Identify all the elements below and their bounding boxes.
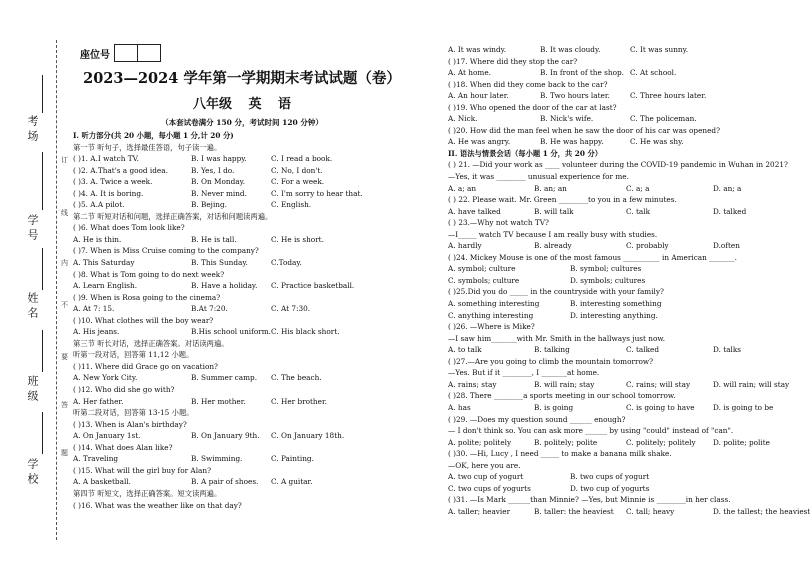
answer-option: D. talks xyxy=(713,345,742,355)
answer-option: C. talked xyxy=(626,345,659,355)
line-text: ( )4. A. It is boring. xyxy=(73,188,144,198)
section-heading xyxy=(448,148,788,160)
question-line xyxy=(448,217,788,229)
answer-option: B. will talk xyxy=(534,206,574,216)
line-text: —Yes, it was ________ unusual experience for me. xyxy=(448,172,629,182)
seat-number xyxy=(80,44,161,62)
answer-option: D. will rain; will stay xyxy=(713,379,790,389)
binding-dashed-line xyxy=(56,40,57,540)
seat-number-box[interactable] xyxy=(114,44,138,62)
answer-option: D. is going to be xyxy=(713,402,774,412)
answer-option: C. is going to have xyxy=(626,402,695,412)
answer-options-row xyxy=(448,402,788,414)
answer-options-row xyxy=(73,165,443,177)
answer-option: B. an; an xyxy=(534,183,567,193)
answer-option: C. A guitar. xyxy=(271,477,313,487)
answer-option: C.Today. xyxy=(271,258,302,268)
answer-option: C. a; a xyxy=(626,183,650,193)
answer-option: B. On January 9th. xyxy=(191,431,260,441)
line-text: I. 听力部分(共 20 小题，每小题 1 分,计 20 分) xyxy=(73,131,234,140)
answer-options-row xyxy=(448,240,788,252)
answer-option: D. talked xyxy=(713,206,747,216)
question-line xyxy=(448,448,788,460)
line-text: A. two cup of yogurt xyxy=(448,472,524,482)
line-text: 第三节 听长对话，选择正确答案。对话读两遍。 xyxy=(73,338,229,348)
line-text: ( ) 22. Please wait. Mr. Green ________to you in a few minutes. xyxy=(448,195,677,205)
line-text: ( )25.Did you do _____ in the countryside with your family? xyxy=(448,287,664,297)
line-text: 听第一段对话，回答第 11,12 小题。 xyxy=(73,350,194,360)
exam-title: 2023—2024 学年第一学期期末考试试题（卷） xyxy=(83,70,401,87)
line-text: C. anything interesting xyxy=(448,310,534,320)
answer-options-row xyxy=(448,298,788,310)
line-text: ( ) 21. —Did your work as ____ volunteer during the COVID-19 pandemic in Wuhan in 2021? xyxy=(448,160,788,170)
line-text: C. two cups of yogurts xyxy=(448,483,531,493)
line-text: A. On January 1st. xyxy=(73,431,141,441)
binding-char: 答 xyxy=(61,401,68,409)
answer-options-row xyxy=(448,136,788,148)
answer-option: B. He was happy. xyxy=(540,137,604,147)
line-text: C. symbols; culture xyxy=(448,275,520,285)
section-heading xyxy=(73,130,443,142)
binding-label-exam-room: 考场 xyxy=(26,115,39,145)
answer-option: B. two cups of yogurt xyxy=(570,472,650,482)
question-line xyxy=(73,465,443,477)
line-text: II. 语法与情景会话（每小题 1 分，共 20 分） xyxy=(448,148,603,158)
binding-char: 内 xyxy=(61,259,68,267)
answer-options-row xyxy=(73,453,443,465)
line-text: ( )8. What is Tom going to do next week? xyxy=(73,269,225,279)
line-text: ( )20. How did the man feel when he saw the door of his car was opened? xyxy=(448,125,721,135)
line-text: ( )15. What will the girl buy for Alan? xyxy=(73,465,211,475)
answer-option: C. At school. xyxy=(630,68,677,78)
line-text: ( )13. When is Alan's birthday? xyxy=(73,419,187,429)
question-line xyxy=(448,414,788,426)
binding-margin xyxy=(0,0,70,561)
question-line xyxy=(73,407,443,419)
question-line xyxy=(73,488,443,500)
answer-option: C. probably xyxy=(626,241,669,251)
line-text: A. a; an xyxy=(448,183,477,193)
line-text: 第二节 听短对话和问题，选择正确答案，对话和问题读两遍。 xyxy=(73,211,273,221)
answer-options-row xyxy=(73,430,443,442)
line-text: A. A basketball. xyxy=(73,477,131,487)
answer-option: C. At 7:30. xyxy=(271,304,311,314)
line-text: —I_____ watch TV because I am really busy with studies. xyxy=(448,229,658,239)
line-text: ( )10. What clothes will the boy wear? xyxy=(73,315,214,325)
line-text: ( )14. What does Alan like? xyxy=(73,442,173,452)
answer-option: B. already xyxy=(534,241,572,251)
line-text: A. Her father. xyxy=(73,396,124,406)
answer-option: B. Summer camp. xyxy=(191,373,258,383)
line-text: ( )1. A.I watch TV. xyxy=(73,154,139,164)
exam-subject: 八年级 英 语 xyxy=(192,97,292,112)
question-line xyxy=(73,211,443,223)
answer-option: C. talk xyxy=(626,206,650,216)
answer-option: B. Never mind. xyxy=(191,188,247,198)
question-line xyxy=(448,159,788,171)
question-line xyxy=(448,425,788,437)
line-text: A. has xyxy=(448,402,471,412)
answer-option: C. For a week. xyxy=(271,177,325,187)
answer-option: D. an; a xyxy=(713,183,742,193)
line-text: A. This Saturday xyxy=(73,258,135,268)
binding-line xyxy=(42,248,43,290)
answer-option: B. will rain; stay xyxy=(534,379,595,389)
line-text: A. symbol; culture xyxy=(448,264,516,274)
answer-option: B. talking xyxy=(534,345,570,355)
question-line xyxy=(448,125,788,137)
question-line xyxy=(73,315,443,327)
answer-option: B. A pair of shoes. xyxy=(191,477,259,487)
binding-label-school: 学校 xyxy=(26,458,39,488)
question-line xyxy=(448,460,788,472)
answer-option: D.often xyxy=(713,241,740,251)
question-line xyxy=(448,171,788,183)
answer-option: B. interesting something xyxy=(570,299,662,309)
answer-option: C. He was shy. xyxy=(630,137,684,147)
answer-option: D. symbols; cultures xyxy=(570,275,646,285)
binding-line xyxy=(42,412,43,454)
question-line xyxy=(448,367,788,379)
answer-option: C. No, I don't. xyxy=(271,165,323,175)
answer-options-row xyxy=(448,437,788,449)
line-text: ( )28. There ________a sports meeting in our school tomorrow. xyxy=(448,391,676,401)
answer-option: B. This Sunday. xyxy=(191,258,248,268)
answer-option: B. Swimming. xyxy=(191,454,243,464)
answer-option: C. rains; will stay xyxy=(626,379,691,389)
answer-options-row xyxy=(73,257,443,269)
answer-option: B. Nick's wife. xyxy=(540,114,594,124)
binding-char: 不 xyxy=(61,301,68,309)
question-line xyxy=(448,333,788,345)
line-text: A. At 7: 15. xyxy=(73,304,115,314)
question-line xyxy=(448,494,788,506)
answer-options-row xyxy=(73,234,443,246)
answer-option: B. It was cloudy. xyxy=(540,45,601,54)
answer-option: C. I'm sorry to hear that. xyxy=(271,188,363,198)
binding-line xyxy=(42,330,43,372)
answer-option: C. Painting. xyxy=(271,454,314,464)
line-text: A. polite; politely xyxy=(448,437,512,447)
answer-options-row xyxy=(73,188,443,200)
answer-option: C. Three hours later. xyxy=(630,91,707,101)
answer-option: B. Her mother. xyxy=(191,396,246,406)
answer-options-row xyxy=(73,303,443,315)
answer-option: C. politely; politely xyxy=(626,437,696,447)
line-text: A. His jeans. xyxy=(73,327,120,337)
line-text: ( )16. What was the weather like on that day? xyxy=(73,500,242,510)
answer-options-row xyxy=(73,372,443,384)
answer-options-row xyxy=(448,90,788,102)
line-text: A. have talked xyxy=(448,206,501,216)
question-line xyxy=(73,384,443,396)
answer-options-row xyxy=(448,67,788,79)
answer-options-row xyxy=(448,44,788,56)
answer-option: D. interesting anything. xyxy=(570,310,658,320)
question-line xyxy=(73,245,443,257)
line-text: ( )2. A.That's a good idea. xyxy=(73,165,168,175)
binding-label-name: 姓名 xyxy=(26,292,39,322)
binding-label-student-id: 学号 xyxy=(26,214,39,244)
answer-options-row xyxy=(448,275,788,287)
line-text: ( )29. —Does my question sound ______ enough? xyxy=(448,414,626,424)
answer-options-row xyxy=(448,206,788,218)
answer-option: B. taller: the heaviest xyxy=(534,506,614,516)
answer-option: C. It was sunny. xyxy=(630,45,689,54)
answer-option: C. He is short. xyxy=(271,234,324,244)
line-text: A. something interesting xyxy=(448,299,540,309)
answer-option: B. Yes, I do. xyxy=(191,165,235,175)
answer-option: B. Have a holiday. xyxy=(191,281,258,291)
question-line xyxy=(448,286,788,298)
answer-options-row xyxy=(448,506,810,518)
answer-option: C. tall; heavy xyxy=(626,506,675,516)
question-line xyxy=(448,194,788,206)
question-line xyxy=(73,292,443,304)
line-text: A. He was angry. xyxy=(448,137,511,147)
question-line xyxy=(448,79,788,91)
answer-option: B. I was happy. xyxy=(191,154,247,164)
answer-option: B. politely; polite xyxy=(534,437,598,447)
answer-options-row xyxy=(448,183,788,195)
answer-option: C. The beach. xyxy=(271,373,322,383)
question-line xyxy=(448,102,788,114)
line-text: A. Learn English. xyxy=(73,281,138,291)
line-text: ( )9. When is Rosa going to the cinema? xyxy=(73,292,221,302)
answer-options-row xyxy=(448,379,788,391)
answer-option: B. He is tall. xyxy=(191,234,237,244)
binding-line xyxy=(42,75,43,113)
answer-option: C. I read a book. xyxy=(271,154,333,164)
line-text: A. An hour later. xyxy=(448,91,509,101)
line-text: 第一节 听句子，选择最佳答语，句子读一遍。 xyxy=(73,142,222,152)
answer-options-row xyxy=(448,344,788,356)
line-text: 听第二段对话，回答第 13-15 小题。 xyxy=(73,408,194,418)
answer-options-row xyxy=(73,326,443,338)
line-text: 第四节 听短文，选择正确答案。短文读两遍。 xyxy=(73,488,222,498)
line-text: ( )19. Who opened the door of the car at last? xyxy=(448,102,617,112)
answer-option: C. English. xyxy=(271,200,312,210)
line-text: A. New York City. xyxy=(73,373,138,383)
line-text: —OK, here you are. xyxy=(448,460,521,470)
answer-option: B.His school uniform. xyxy=(191,327,271,337)
left-column xyxy=(73,130,443,511)
answer-options-row xyxy=(73,176,443,188)
question-line xyxy=(73,442,443,454)
answer-options-row xyxy=(73,153,443,165)
binding-char: 题 xyxy=(61,449,68,457)
exam-note: （本套试卷满分 150 分，考试时间 120 分钟） xyxy=(161,118,323,127)
binding-char: 订 xyxy=(61,156,68,164)
line-text: ( )11. Where did Grace go on vacation? xyxy=(73,361,218,371)
line-text: A. Traveling xyxy=(73,454,119,464)
answer-options-row xyxy=(73,476,443,488)
line-text: A. He is thin. xyxy=(73,234,122,244)
answer-option: B.At 7:20. xyxy=(191,304,228,314)
answer-option: C. His black short. xyxy=(271,327,340,337)
answer-option: C. On January 18th. xyxy=(271,431,345,441)
answer-option: C. Practice basketball. xyxy=(271,281,355,291)
line-text: ( )31. —Is Mark ______than Minnie? —Yes, but Minnie is ________in her class. xyxy=(448,495,731,505)
line-text: ( )7. When is Miss Cruise coming to the company? xyxy=(73,246,259,256)
line-text: ( )6. What does Tom look like? xyxy=(73,223,185,233)
line-text: A. At home. xyxy=(448,68,491,78)
answer-option: B. Bejing. xyxy=(191,200,227,210)
question-line xyxy=(448,252,788,264)
answer-options-row xyxy=(448,483,788,495)
line-text: ( )17. Where did they stop the car? xyxy=(448,56,578,66)
answer-options-row xyxy=(73,396,443,408)
answer-options-row xyxy=(448,263,788,275)
line-text: ( )3. A. Twice a week. xyxy=(73,177,153,187)
answer-option: B. In front of the shop. xyxy=(540,68,624,78)
line-text: A. Nick. xyxy=(448,114,478,124)
binding-char: 要 xyxy=(61,353,68,361)
binding-line xyxy=(42,152,43,210)
answer-options-row xyxy=(448,310,788,322)
answer-option: B. Two hours later. xyxy=(540,91,610,101)
question-line xyxy=(448,390,788,402)
seat-number-label: 座位号 xyxy=(80,49,110,61)
binding-label-class: 班级 xyxy=(26,375,39,405)
line-text: — I don't think so. You can ask more ______ by using "could" instead of "can". xyxy=(448,426,734,436)
line-text: ( )24. Mickey Mouse is one of the most famous __________ in American _______. xyxy=(448,252,738,262)
answer-option: C. The policeman. xyxy=(630,114,697,124)
answer-options-row xyxy=(73,199,443,211)
question-line xyxy=(73,349,443,361)
answer-option: D. the tallest; the heaviest xyxy=(713,506,810,516)
right-column xyxy=(448,44,810,517)
line-text: —I saw him_______with Mr. Smith in the hallways just now. xyxy=(448,333,666,343)
answer-options-row xyxy=(448,113,788,125)
line-text: A. taller; heavier xyxy=(448,506,511,516)
seat-number-box[interactable] xyxy=(137,44,161,62)
answer-option: B. symbol; cultures xyxy=(570,264,642,274)
answer-options-row xyxy=(73,280,443,292)
question-line xyxy=(73,222,443,234)
line-text: ( ) 23.—Why not watch TV? xyxy=(448,218,549,228)
line-text: —Yes. But if it ________, I _______at home. xyxy=(448,368,600,378)
line-text: A. rains; stay xyxy=(448,379,497,389)
question-line xyxy=(73,338,443,350)
line-text: ( )18. When did they come back to the car? xyxy=(448,79,608,89)
answer-option: B. On Monday. xyxy=(191,177,246,187)
line-text: A. to talk xyxy=(448,345,482,355)
question-line xyxy=(448,56,788,68)
answer-option: B. is going xyxy=(534,402,574,412)
answer-option: D. two cup of yogurts xyxy=(570,483,650,493)
line-text: ( )27.—Are you going to climb the mountain tomorrow? xyxy=(448,356,654,366)
question-line xyxy=(73,142,443,154)
line-text: A. hardly xyxy=(448,241,482,251)
answer-options-row xyxy=(448,471,788,483)
answer-option: C. Her brother. xyxy=(271,396,327,406)
question-line xyxy=(448,229,788,241)
line-text: ( )5. A.A pilot. xyxy=(73,200,125,210)
answer-option: D. polite; polite xyxy=(713,437,770,447)
question-line xyxy=(73,419,443,431)
question-line xyxy=(448,356,788,368)
question-line xyxy=(73,361,443,373)
question-line xyxy=(73,500,443,512)
binding-char: 线 xyxy=(61,209,68,217)
line-text: A. It was windy. xyxy=(448,45,507,54)
line-text: ( )12. Who did she go with? xyxy=(73,385,175,395)
line-text: ( )26. —Where is Mike? xyxy=(448,322,535,332)
question-line xyxy=(448,321,788,333)
line-text: ( )30. —Hi, Lucy , I need _____ to make a banana milk shake. xyxy=(448,449,672,459)
question-line xyxy=(73,269,443,281)
